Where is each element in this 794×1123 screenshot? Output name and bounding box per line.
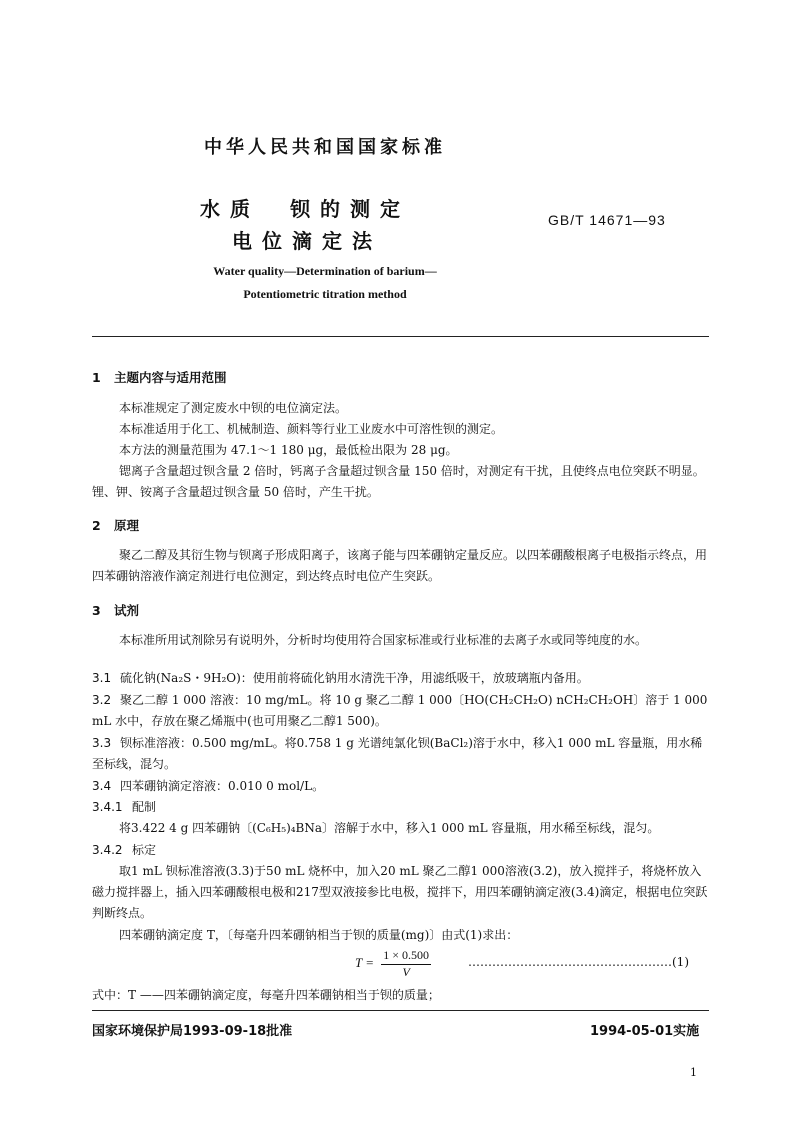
clause-number: 3.4.1: [92, 800, 123, 814]
clause-3-4-2-heading: [92, 840, 709, 861]
clause-title: 标定: [132, 843, 157, 857]
clause-3-4-1-text: 将3.422 4 g 四苯硼钠〔(C₆H₅)₄BNa〕溶解于水中，移入1 000 mL 容量瓶，用水稀至标线，混匀。: [119, 821, 660, 835]
equation-number: ……………………………………………(1): [468, 955, 689, 969]
header-divider: [92, 336, 709, 337]
clause-text: 四苯硼钠滴定溶液：0.010 0 mol/L。: [120, 779, 325, 793]
section-title: 试剂: [114, 603, 140, 618]
clause-3-4-1-heading: [92, 797, 709, 818]
clause-number: 3.4.2: [92, 843, 123, 857]
section-number: 3: [92, 603, 101, 618]
fraction-numerator: 1 × 0.500: [381, 948, 431, 965]
clause-3-1: [92, 668, 709, 689]
clause-number: 3.2: [92, 693, 112, 707]
english-title-line1: Water quality—Determination of barium—: [213, 264, 437, 278]
clause-number: 3.1: [92, 671, 112, 685]
fraction-denominator: V: [402, 965, 410, 979]
clause-3-2: [92, 690, 709, 732]
section-1-para-1: 本标准规定了测定废水中钡的电位滴定法。: [119, 401, 348, 415]
english-title-line2: Potentiometric titration method: [243, 287, 407, 301]
section-title: 主题内容与适用范围: [114, 370, 227, 385]
footer-divider: [92, 1010, 709, 1011]
clause-text: 硫化钠(Na₂S・9H₂O)：使用前将硫化钠用水清洗干净，用滤纸吸干，放玻璃瓶内备用。: [120, 671, 589, 685]
standard-number: GB/T 14671—93: [548, 212, 666, 228]
section-number: 1: [92, 370, 101, 385]
section-2-heading: [92, 516, 139, 534]
page-number: 1: [690, 1066, 697, 1079]
clause-text: 聚乙二醇 1 000 溶液：10 mg/mL。将 10 g 聚乙二醇 1 000〔HO(CH₂CH₂O) nCH₂CH₂OH〕溶于 1 000 mL 水中，存放在聚乙烯瓶中(也可用聚乙二醇1 500)。: [92, 693, 708, 728]
section-3-heading: [92, 601, 139, 619]
document-title-line2: 电位滴定法: [232, 229, 382, 253]
equation-lhs: T =: [355, 954, 375, 970]
equation-fraction: [381, 948, 431, 980]
clause-text: 钡标准溶液：0.500 mg/mL。将0.758 1 g 光谱纯氯化钡(BaCl₂)溶于水中，移入1 000 mL 容量瓶，用水稀至标线，混匀。: [92, 736, 703, 771]
approval-date: 国家环境保护局1993-09-18批准: [92, 1024, 293, 1039]
section-1-para-4: 锶离子含量超过钡含量 2 倍时，钙离子含量超过钡含量 150 倍时，对测定有干扰，且使终点电位突跃不明显。锂、钾、铵离子含量超过钡含量 50 倍时，产生干扰。: [92, 464, 705, 499]
document-title-line1: 水质 钡的测定: [200, 197, 410, 221]
implementation-date: 1994-05-01实施: [590, 1024, 700, 1039]
equation-1: [355, 948, 431, 980]
variable-definition: 式中：T ——四苯硼钠滴定度，每毫升四苯硼钠相当于钡的质量；: [92, 988, 440, 1002]
section-2-para-1: 聚乙二醇及其衍生物与钡离子形成阳离子，该离子能与四苯硼钠定量反应。以四苯硼酸根离子电极指示终点，用四苯硼钠溶液作滴定剂进行电位测定，到达终点时电位产生突跃。: [92, 548, 708, 583]
issuing-authority-title: 中华人民共和国国家标准: [204, 137, 446, 158]
clause-3-3: [92, 733, 709, 775]
section-1-para-2: 本标准适用于化工、机械制造、颜料等行业工业废水中可溶性钡的测定。: [119, 422, 504, 436]
section-title: 原理: [114, 518, 140, 533]
section-1-para-3: 本方法的测量范围为 47.1～1 180 μg，最低检出限为 28 μg。: [119, 443, 458, 457]
titer-intro: 四苯硼钠滴定度 T，〔每毫升四苯硼钠相当于钡的质量(mg)〕由式(1)求出：: [119, 928, 519, 942]
clause-number: 3.4: [92, 779, 112, 793]
section-3-para-1: 本标准所用试剂除另有说明外，分析时均使用符合国家标准或行业标准的去离子水或同等纯度的水。: [119, 633, 648, 647]
clause-number: 3.3: [92, 736, 112, 750]
clause-3-4: [92, 776, 709, 797]
section-1-heading: [92, 368, 227, 386]
section-number: 2: [92, 518, 101, 533]
clause-title: 配制: [132, 800, 157, 814]
clause-3-4-2-text: 取1 mL 钡标准溶液(3.3)于50 mL 烧杯中，加入20 mL 聚乙二醇1 000溶液(3.2)，放入搅拌子，将烧杯放入磁力搅拌器上，插入四苯硼酸根电极和217型双液接参比电极，搅拌下，用四苯硼钠滴定液(3.4)滴定，根据电位突跃判断终点。: [92, 864, 708, 920]
